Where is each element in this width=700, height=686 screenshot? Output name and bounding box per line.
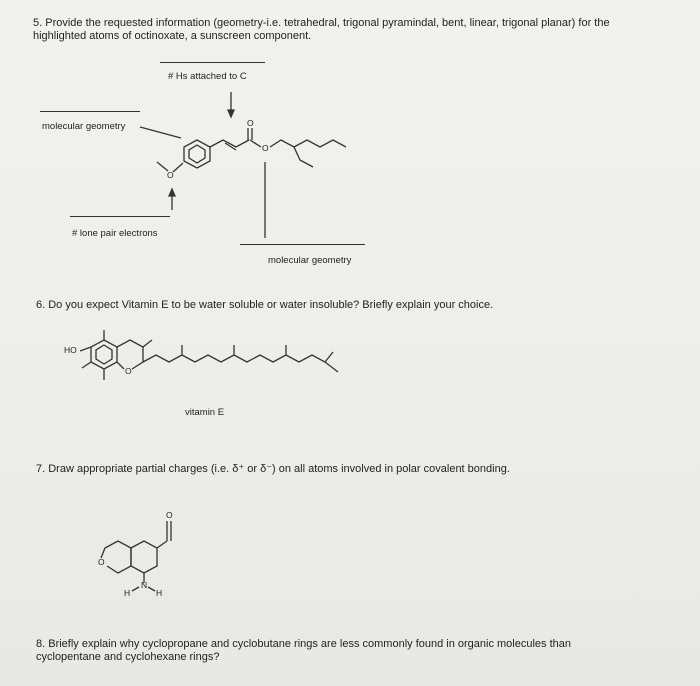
question-5-line-1: 5. Provide the requested information (geometry-i.e. tetrahedral, trigonal pyramindal, bent, linear, trigonal planar) for the [33,17,610,29]
question-5-line-2: highlighted atoms of octinoxate, a sunscreen component. [33,30,312,42]
q7-ring-oxygen: O [98,557,105,567]
question-8-line-1: 8. Briefly explain why cyclopropane and cyclobutane rings are less commonly found in organic molecules than [36,638,572,650]
octinoxate-carbonyl-oxygen: O [247,118,254,128]
molecular-geometry-right-label: molecular geometry [268,255,352,266]
lone-pair-label: # lone pair electrons [72,228,158,239]
molecular-geometry-left-label: molecular geometry [42,121,126,132]
vitamin-e-ring-oxygen: O [125,366,132,376]
q7-hydrogen-left: H [124,588,131,598]
q7-nitrogen: N [141,580,148,590]
question-8-line-2: cyclopentane and cyclohexane rings? [36,651,220,663]
q7-ketone-oxygen: O [166,510,173,520]
vitamin-e-label: vitamin E [185,407,225,418]
question-6-text: 6. Do you expect Vitamin E to be water soluble or water insoluble? Briefly explain your choice. [36,299,494,311]
q7-hydrogen-right: H [156,588,163,598]
octinoxate-methoxy-oxygen: O [167,170,174,180]
vitamin-e-hydroxyl: HO [64,345,77,355]
question-7-text: 7. Draw appropriate partial charges (i.e. δ⁺ or δ⁻) on all atoms involved in polar covalent bonding. [36,463,510,475]
octinoxate-ester-oxygen: O [262,143,269,153]
hs-attached-label: # Hs attached to C [168,71,247,82]
